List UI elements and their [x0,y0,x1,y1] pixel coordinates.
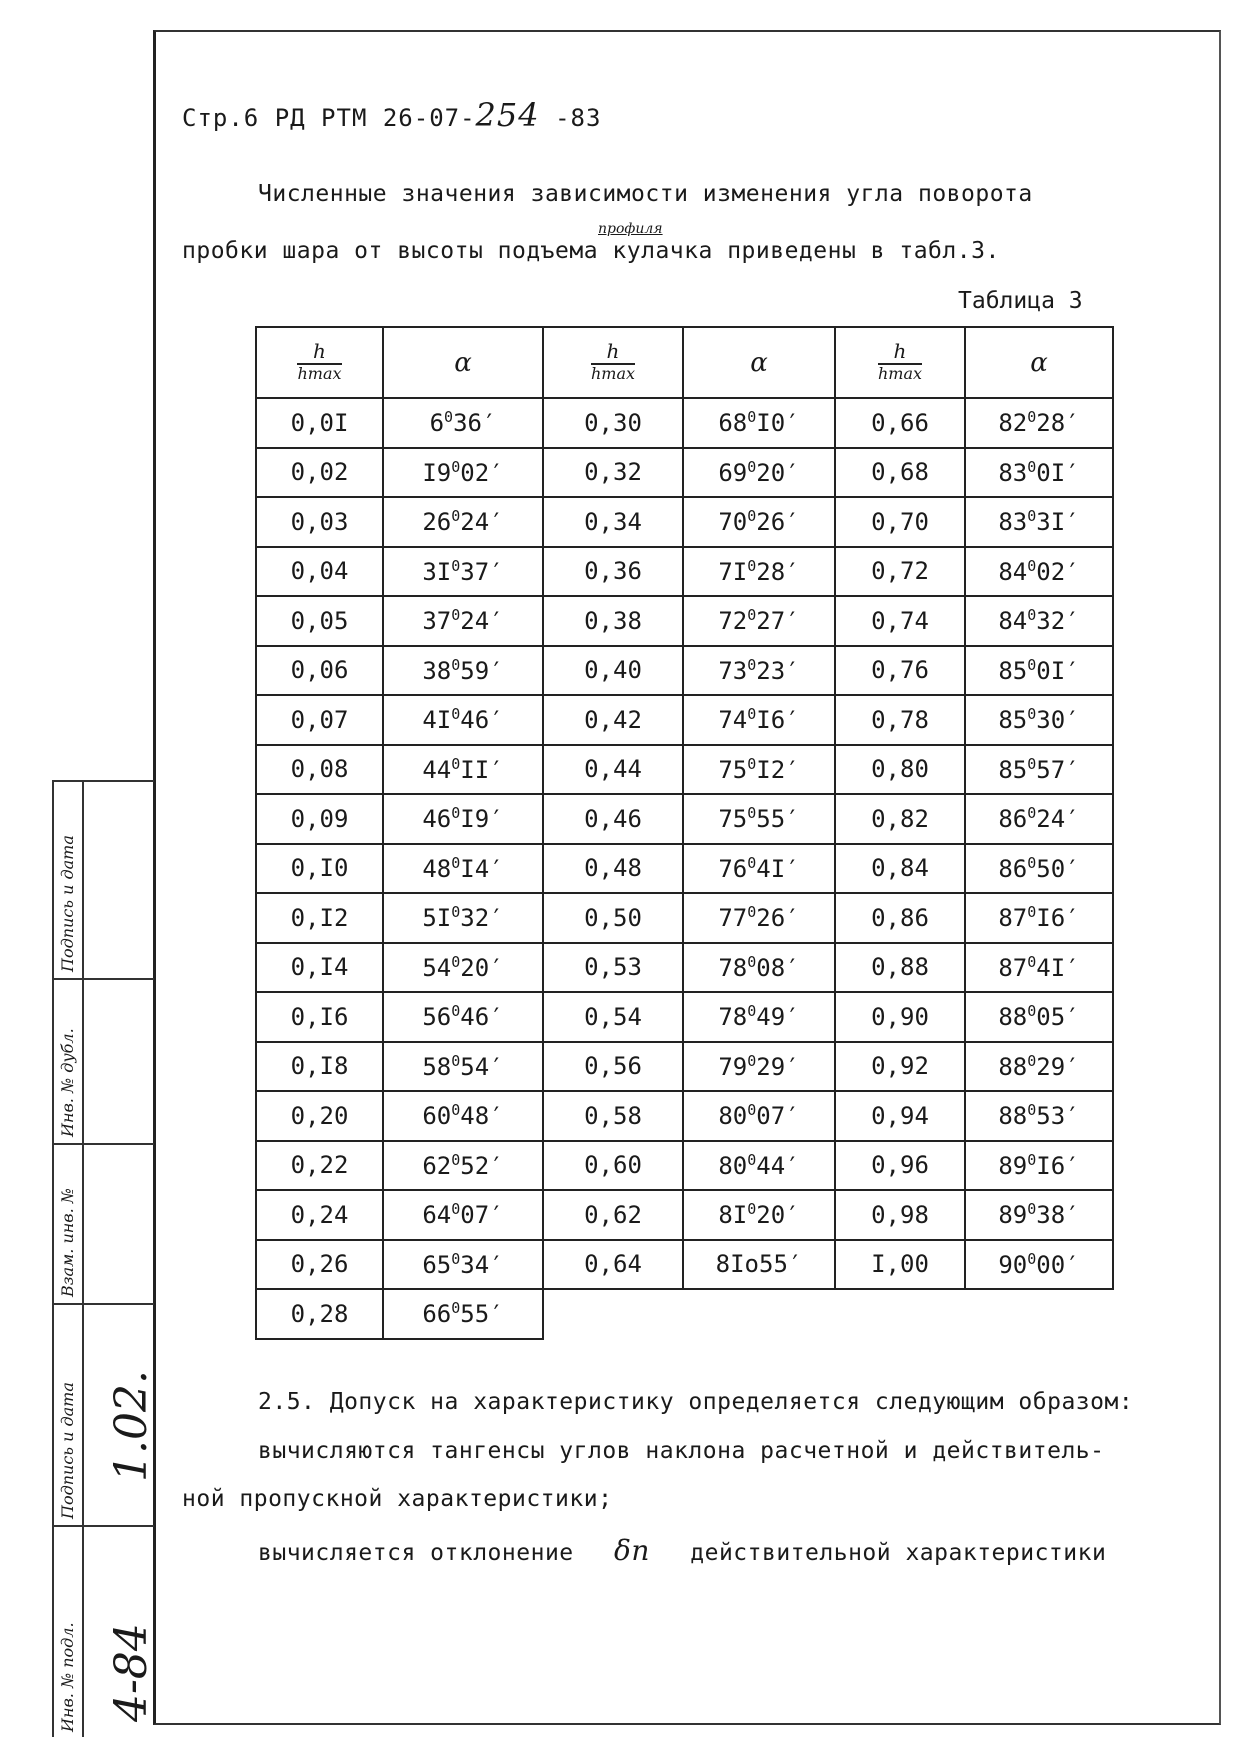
table-caption: Таблица 3 [958,288,1083,314]
alpha-cell: $3I^037'$ [383,547,543,597]
table-row [256,1190,1113,1240]
line4-text-a: вычисляется отклонение [258,1540,574,1566]
alpha-cell: $88^029'$ [965,1042,1113,1092]
alpha-cell: $46^0I9'$ [383,794,543,844]
alpha-cell: $76^04I'$ [683,844,835,894]
table-row [256,794,1113,844]
handwritten-date: 1.02. [106,1370,157,1482]
alpha-cell: $89^038'$ [965,1190,1113,1240]
h-ratio-cell: 0,78 [835,695,965,745]
h-ratio-cell: I,00 [835,1240,965,1290]
alpha-cell: $I9^002'$ [383,448,543,498]
alpha-cell: $82^028'$ [965,398,1113,448]
header-prefix: Стр.6 РД РТМ 26-07- [182,104,476,132]
alpha-cell: $68^0I0'$ [683,398,835,448]
h-ratio-cell: 0,07 [256,695,383,745]
h-ratio-cell: 0,74 [835,596,965,646]
table-row [256,1042,1113,1092]
section-2-5-line-3: ной пропускной характеристики; [182,1486,613,1512]
alpha-cell: $78^049'$ [683,992,835,1042]
alpha-cell: $4I^046'$ [383,695,543,745]
stamp-label-dup-inv: Инв. № дубл. [58,1028,77,1137]
alpha-cell: $80^007'$ [683,1091,835,1141]
alpha-cell: $44^0II'$ [383,745,543,795]
alpha-cell: $90^000'$ [965,1240,1113,1290]
h-ratio-cell: 0,28 [256,1289,383,1339]
h-ratio-cell: 0,40 [543,646,683,696]
alpha-cell: $78^008'$ [683,943,835,993]
alpha-cell: $62^052'$ [383,1141,543,1191]
h-ratio-cell: 0,82 [835,794,965,844]
h-ratio-cell: 0,54 [543,992,683,1042]
h-ratio-cell: 0,94 [835,1091,965,1141]
h-ratio-cell: 0,48 [543,844,683,894]
h-ratio-cell: 0,62 [543,1190,683,1240]
alpha-cell: $84^002'$ [965,547,1113,597]
alpha-cell: $77^026'$ [683,893,835,943]
header-alpha: α [965,327,1113,398]
stamp-label-orig-inv: Инв. № подл. [58,1622,77,1732]
h-ratio-cell: 0,96 [835,1141,965,1191]
alpha-cell: $87^0I6'$ [965,893,1113,943]
page-header [182,96,601,134]
h-ratio-cell: 0,08 [256,745,383,795]
h-ratio-cell: 0,68 [835,448,965,498]
alpha-cell: $64^007'$ [383,1190,543,1240]
alpha-cell: $56^046'$ [383,992,543,1042]
table-row [256,1289,1113,1339]
alpha-cell: $65^034'$ [383,1240,543,1290]
stamp-sidebar [52,780,157,1737]
h-ratio-cell: 0,86 [835,893,965,943]
header-doc-number: 254 [475,96,540,134]
alpha-cell: $87^04I'$ [965,943,1113,993]
header-alpha: α [383,327,543,398]
table-3 [255,326,1114,1340]
h-ratio-cell: 0,50 [543,893,683,943]
alpha-cell: $79^029'$ [683,1042,835,1092]
handwritten-inv-number: 4-84 [106,1623,157,1722]
table-row [256,1240,1113,1290]
alpha-cell: $70^026'$ [683,497,835,547]
table-row [256,547,1113,597]
header-suffix: -83 [539,104,602,132]
alpha-cell: $54^020'$ [383,943,543,993]
alpha-cell: $83^00I'$ [965,448,1113,498]
stamp-label-signature-date-2: Подпись и дата [58,1382,77,1519]
h-ratio-cell: 0,72 [835,547,965,597]
alpha-cell: 8Io55′ [683,1240,835,1290]
h-ratio-cell: 0,56 [543,1042,683,1092]
h-ratio-cell: 0,02 [256,448,383,498]
h-ratio-cell: 0,26 [256,1240,383,1290]
table-row [256,497,1113,547]
empty-cell [965,1289,1113,1339]
table-row [256,844,1113,894]
h-ratio-cell: 0,98 [835,1190,965,1240]
table-row [256,646,1113,696]
h-ratio-cell: 0,I4 [256,943,383,993]
h-ratio-cell: 0,34 [543,497,683,547]
alpha-cell: $38^059'$ [383,646,543,696]
h-ratio-cell: 0,88 [835,943,965,993]
h-ratio-cell: 0,06 [256,646,383,696]
h-ratio-cell: 0,64 [543,1240,683,1290]
table-row [256,448,1113,498]
h-ratio-cell: 0,20 [256,1091,383,1141]
section-2-5-line-4 [258,1534,1107,1567]
alpha-cell: $58^054'$ [383,1042,543,1092]
alpha-cell: $66^055'$ [383,1289,543,1339]
table-row [256,1141,1113,1191]
h-ratio-cell: 0,I0 [256,844,383,894]
alpha-cell: $26^024'$ [383,497,543,547]
h-ratio-cell: 0,44 [543,745,683,795]
h-ratio-cell: 0,92 [835,1042,965,1092]
table-header-row [256,327,1113,398]
intro-line-1: Численные значения зависимости изменения угла поворота [258,181,1033,207]
header-h-ratio: $\frac{h}{hmax}$ [543,327,683,398]
h-ratio-cell: 0,32 [543,448,683,498]
h-ratio-cell: 0,38 [543,596,683,646]
empty-cell [683,1289,835,1339]
alpha-cell: $60^048'$ [383,1091,543,1141]
alpha-cell: $85^057'$ [965,745,1113,795]
h-ratio-cell: 0,58 [543,1091,683,1141]
header-alpha: α [683,327,835,398]
alpha-cell: $72^027'$ [683,596,835,646]
h-ratio-cell: 0,84 [835,844,965,894]
section-2-5-line-1: 2.5. Допуск на характеристику определяется следующим образом: [258,1389,1134,1415]
delta-n-symbol: δn [614,1534,650,1567]
table-row [256,745,1113,795]
table-row [256,992,1113,1042]
h-ratio-cell: 0,42 [543,695,683,745]
table-row [256,695,1113,745]
alpha-cell: $48^0I4'$ [383,844,543,894]
empty-cell [835,1289,965,1339]
alpha-cell: $89^0I6'$ [965,1141,1113,1191]
h-ratio-cell: 0,05 [256,596,383,646]
table-row [256,596,1113,646]
stamp-label-replace-inv: Взам. инв. № [58,1188,77,1297]
alpha-cell: $6^036'$ [383,398,543,448]
alpha-cell: $83^03I'$ [965,497,1113,547]
intro-insert: профиля [598,221,663,237]
h-ratio-cell: 0,80 [835,745,965,795]
h-ratio-cell: 0,46 [543,794,683,844]
alpha-cell: $75^055'$ [683,794,835,844]
alpha-cell: $85^00I'$ [965,646,1113,696]
h-ratio-cell: 0,60 [543,1141,683,1191]
alpha-cell: $8I^020'$ [683,1190,835,1240]
header-h-ratio: $\frac{h}{hmax}$ [835,327,965,398]
alpha-cell: $85^030'$ [965,695,1113,745]
h-ratio-cell: 0,22 [256,1141,383,1191]
alpha-cell: $7I^028'$ [683,547,835,597]
h-ratio-cell: 0,53 [543,943,683,993]
alpha-cell: $37^024'$ [383,596,543,646]
alpha-cell: $73^023'$ [683,646,835,696]
alpha-cell: $84^032'$ [965,596,1113,646]
header-h-ratio: $\frac{h}{hmax}$ [256,327,383,398]
table-row [256,398,1113,448]
stamp-label-signature-date-1: Подпись и дата [58,835,77,972]
alpha-cell: $69^020'$ [683,448,835,498]
h-ratio-cell: 0,30 [543,398,683,448]
alpha-cell: $86^050'$ [965,844,1113,894]
alpha-cell: $80^044'$ [683,1141,835,1191]
alpha-cell: $88^053'$ [965,1091,1113,1141]
h-ratio-cell: 0,I8 [256,1042,383,1092]
intro-line-2: пробки шара от высоты подъема кулачка приведены в табл.3. [182,238,1000,264]
table-row [256,943,1113,993]
line4-text-b: действительной характеристики [690,1540,1107,1566]
h-ratio-cell: 0,03 [256,497,383,547]
alpha-cell: $74^0I6'$ [683,695,835,745]
h-ratio-cell: 0,66 [835,398,965,448]
h-ratio-cell: 0,76 [835,646,965,696]
table-row [256,1091,1113,1141]
h-ratio-cell: 0,04 [256,547,383,597]
alpha-cell: $88^005'$ [965,992,1113,1042]
section-2-5-line-2: вычисляются тангенсы углов наклона расчетной и действитель- [258,1438,1105,1464]
h-ratio-cell: 0,90 [835,992,965,1042]
h-ratio-cell: 0,0I [256,398,383,448]
h-ratio-cell: 0,I2 [256,893,383,943]
empty-cell [543,1289,683,1339]
alpha-cell: $86^024'$ [965,794,1113,844]
h-ratio-cell: 0,36 [543,547,683,597]
values-table [255,326,1114,1340]
h-ratio-cell: 0,I6 [256,992,383,1042]
h-ratio-cell: 0,24 [256,1190,383,1240]
h-ratio-cell: 0,70 [835,497,965,547]
alpha-cell: $75^0I2'$ [683,745,835,795]
alpha-cell: $5I^032'$ [383,893,543,943]
h-ratio-cell: 0,09 [256,794,383,844]
table-row [256,893,1113,943]
